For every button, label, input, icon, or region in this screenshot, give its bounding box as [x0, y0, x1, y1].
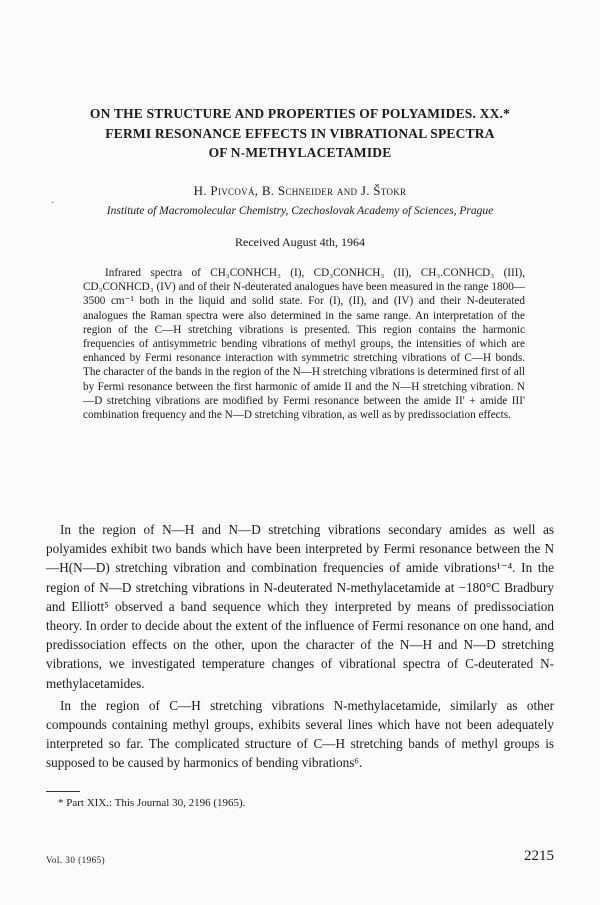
title-line-3: OF N-METHYLACETAMIDE — [208, 145, 392, 160]
abstract-text: Infrared spectra of CH₃CONHCH₃ (I), CD₃CONHCH₃ (II), CH₃.CONHCD₃ (III), CD₃CONHCD₃ (IV) and of their N-deuterated analogues have been measured in the range 1800—3500 cm⁻¹ both in the liquid and solid state. For (I), (II), and (IV) and their N-deuterated analogues the Raman spectra were also determined in the same range. An interpretation of the region of the C—H stretching vibrations is presented. This region contains the harmonic frequencies of antisymmetric bending vibrations of methyl groups, the intensities of which are enhanced by Fermi resonance interaction with symmetric stretching vibrations of C—H bonds. The character of the bands in the region of the N—H stretching vibrations is determined first of all by Fermi resonance between the first harmonic of amide II and the N—H stretching vibration. N—D stretching vibrations are modified by Fermi resonance between the amide II' + amide III' combination frequency and the N—D stretching vibration, as well as by predissociation effects. — [83, 267, 525, 422]
page-number: 2215 — [524, 848, 554, 864]
stray-mark: · — [51, 198, 55, 209]
body-paragraph-1: In the region of N—H and N—D stretching vibrations secondary amides as well as polyamides exhibit two bands which have been interpreted by Fermi resonance between the N—H(N—D) stretching vibration and combination frequencies of amide vibrations¹⁻⁴. In the region of N—D stretching vibrations in N-deuterated N-methylacetamide at −180°C Bradbury and Elliott⁵ observed a band sequence which they interpreted by means of predissociation theory. In order to decide about the extent of the influence of Fermi resonance on one hand, and predissociation effects on the other, upon the character of the N—H and N—D stretching vibrations, we investigated temperature changes of vibrational spectra of C-deuterated N-methylacetamides. — [46, 522, 554, 691]
title-line-1: ON THE STRUCTURE AND PROPERTIES OF POLYAMIDES. XX.* — [89, 106, 511, 121]
affiliation: Institute of Macromolecular Chemistry, Czechoslovak Academy of Sciences, Prague — [106, 205, 494, 217]
title-line-2: FERMI RESONANCE EFFECTS IN VIBRATIONAL SPECTRA — [105, 126, 495, 141]
received-date: Received August 4th, 1964 — [235, 235, 365, 249]
body-paragraph-2: In the region of C—H stretching vibrations N-methylacetamide, similarly as other compounds containing methyl groups, exhibits several lines which have not been adequately interpreted so far. The complicated structure of C—H stretching bands of methyl groups is supposed to be caused by harmonics of bending vibrations⁶. — [46, 697, 554, 771]
abstract — [83, 266, 525, 422]
authors: H. Pivcová, B. Schneider and J. Štokr — [193, 183, 407, 198]
body-text — [46, 520, 554, 773]
footer-volume: Vol. 30 (1965) — [46, 855, 106, 865]
footnote: * Part XIX.: This Journal 30, 2196 (1965). — [58, 797, 246, 809]
footnote-divider — [46, 791, 80, 792]
